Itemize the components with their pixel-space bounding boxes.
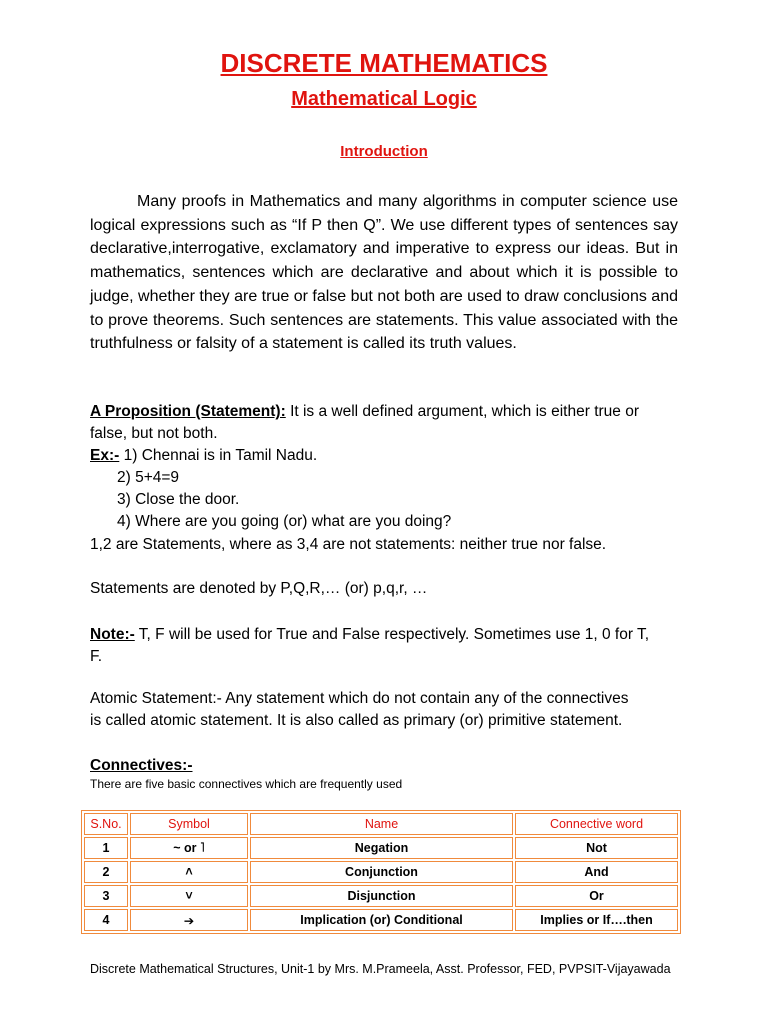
header-connective-word: Connective word — [515, 813, 678, 835]
table-header-row — [84, 813, 678, 835]
table-row — [84, 885, 678, 907]
note-line-1 — [90, 626, 649, 644]
cell-name: Negation — [250, 837, 513, 859]
connectives-subtext: There are five basic connectives which are frequently used — [90, 777, 403, 791]
cell-name: Implication (or) Conditional — [250, 909, 513, 931]
cell-symbol: ➔ — [130, 909, 248, 931]
example-item: 1) Chennai is in Tamil Nadu. — [123, 447, 318, 464]
section-heading: Introduction — [340, 143, 428, 160]
denoted-line: Statements are denoted by P,Q,R,… (or) p,q,r, … — [90, 580, 428, 597]
intro-paragraph: Many proofs in Mathematics and many algorithms in computer science use logical expressions such as “If P then Q”. We use different types of sentences say declarative,interrogative, exclamatory and imperative to express our ideas. But in mathematics, sentences which are declarative and about which it is possible to judge, whether they are true or false but not both are used to draw conclusions and to prove theorems. Such sentences are statements. This value associated with the truthfulness or falsity of a statement is called its truth values. — [90, 193, 678, 353]
cell-name: Disjunction — [250, 885, 513, 907]
atomic-line-1: Atomic Statement:- Any statement which do not contain any of the connectives — [90, 690, 629, 707]
cell-symbol: ˄ — [130, 861, 248, 883]
cell-word: Or — [515, 885, 678, 907]
atomic-line-2: is called atomic statement. It is also called as primary (or) primitive statement. — [90, 712, 623, 729]
example-item: 2) 5+4=9 — [117, 469, 180, 486]
examples-conclusion: 1,2 are Statements, where as 3,4 are not statements: neither true nor false. — [90, 536, 607, 553]
example-item: 3) Close the door. — [117, 491, 240, 508]
cell-word: And — [515, 861, 678, 883]
cell-sno: 4 — [84, 909, 128, 931]
cell-sno: 1 — [84, 837, 128, 859]
cell-symbol: ~ or ˥ — [130, 837, 248, 859]
note-line-2: F. — [90, 648, 103, 665]
proposition-label: A Proposition (Statement): — [90, 403, 286, 420]
connectives-table — [81, 810, 681, 934]
example-item: 4) Where are you going (or) what are you doing? — [117, 513, 452, 530]
cell-sno: 2 — [84, 861, 128, 883]
cell-sno: 3 — [84, 885, 128, 907]
header-sno: S.No. — [84, 813, 128, 835]
examples-label: Ex:- — [90, 447, 120, 464]
document-title: DISCRETE MATHEMATICS — [220, 48, 548, 78]
page-footer: Discrete Mathematical Structures, Unit-1 by Mrs. M.Prameela, Asst. Professor, FED, PVPSIT-Vijayawada — [90, 962, 671, 976]
example-line-1 — [90, 447, 317, 465]
proposition-line-1 — [90, 403, 639, 421]
cell-word: Implies or If….then — [515, 909, 678, 931]
table-row — [84, 861, 678, 883]
document-subtitle: Mathematical Logic — [291, 88, 477, 110]
cell-symbol: ˅ — [130, 885, 248, 907]
proposition-line-2: false, but not both. — [90, 425, 218, 442]
header-symbol: Symbol — [130, 813, 248, 835]
cell-name: Conjunction — [250, 861, 513, 883]
connectives-heading: Connectives:- — [90, 757, 193, 774]
header-name: Name — [250, 813, 513, 835]
proposition-text-1: It is a well defined argument, which is either true or — [285, 403, 639, 420]
table-row — [84, 837, 678, 859]
table-row — [84, 909, 678, 931]
note-text-1: T, F will be used for True and False respectively. Sometimes use 1, 0 for T, — [134, 626, 650, 643]
cell-word: Not — [515, 837, 678, 859]
note-label: Note:- — [90, 626, 135, 643]
